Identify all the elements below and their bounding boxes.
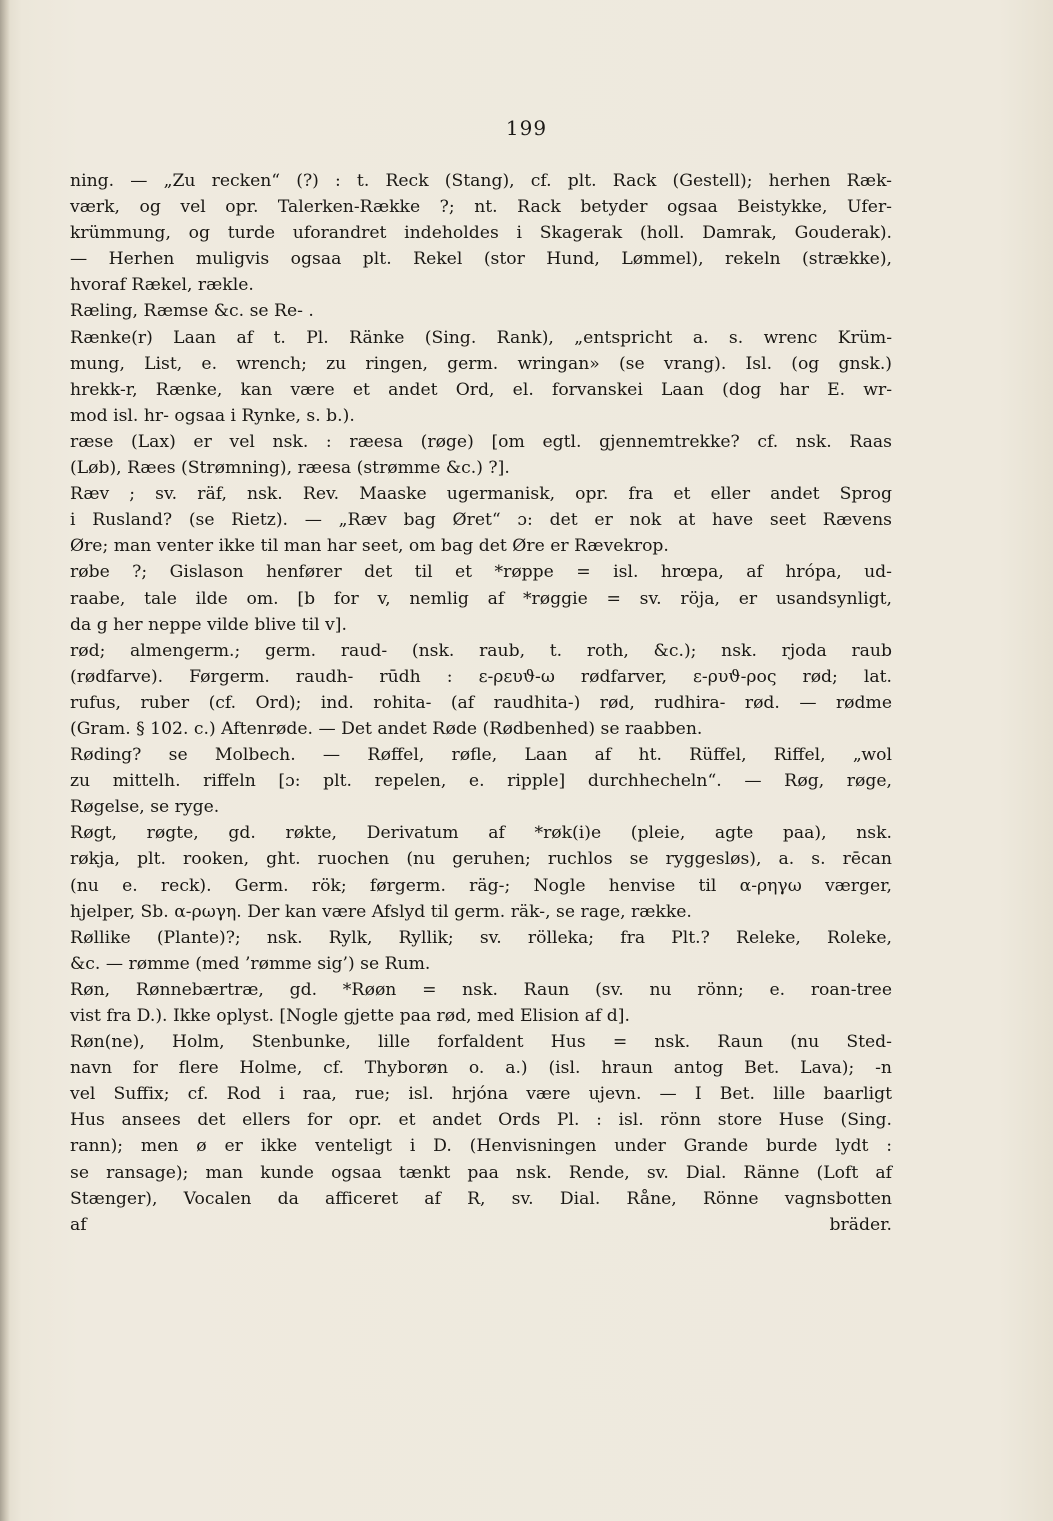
text-line: mung, List, e. wrench; zu ringen, germ. wringan» (se vrang). Isl. (og gnsk.) [70, 353, 892, 374]
page-binding-shadow [0, 0, 10, 1521]
text-line: (Løb), Ræes (Strømning), ræesa (strømme &c.) ?]. [70, 458, 510, 479]
text-line: i Rusland? (se Rietz). — „Ræv bag Øret“ ɔ: det er nok at have seet Rævens [70, 510, 892, 531]
text-line: Røgt, røgte, gd. røkte, Derivatum af *røk(i)e (pleie, agte paa), nsk. [70, 823, 892, 844]
text-line: ning. — „Zu recken“ (?) : t. Reck (Stang), cf. plt. Rack (Gestell); herhen Ræk- [70, 171, 892, 191]
text-line: raabe, tale ilde om. [b for v, nemlig af *røggie = sv. röja, er usandsynligt, [70, 588, 892, 609]
text-line: se ransage); man kunde ogsaa tænkt paa nsk. Rende, sv. Dial. Ränne (Loft af [70, 1162, 892, 1183]
page-number: 199 [505, 116, 548, 140]
text-line: Øre; man venter ikke til man har seet, om bag det Øre er Rævekrop. [70, 536, 669, 557]
text-line: hvoraf Rækel, rækle. [70, 275, 254, 296]
text-line: mod isl. hr- ogsaa i Rynke, s. b.). [70, 405, 355, 426]
text-line: — Herhen muligvis ogsaa plt. Rekel (stor Hund, Lømmel), rekeln (strække), [70, 249, 892, 270]
text-line: værk, og vel opr. Talerken-Række ?; nt. Rack betyder ogsaa Beistykke, Ufer- [70, 197, 892, 218]
text-line: røbe ?; Gislason henfører det til et *røppe = isl. hrœpa, af hrópa, ud- [70, 562, 892, 583]
text-line: af bräder. [70, 1214, 892, 1235]
text-line: Rænke(r) Laan af t. Pl. Ränke (Sing. Rank), „entspricht a. s. wrenc Krüm- [70, 327, 892, 348]
text-line: ræse (Lax) er vel nsk. : ræesa (røge) [om egtl. gjennemtrekke? cf. nsk. Raas [70, 431, 892, 452]
text-line: Røllike (Plante)?; nsk. Rylk, Ryllik; sv. rölleka; fra Plt.? Releke, Roleke, [70, 927, 892, 948]
text-line: hjelper, Sb. α-ρωγη. Der kan være Afslyd til germ. räk-, se rage, række. [70, 901, 692, 922]
text-line: Ræv ; sv. räf, nsk. Rev. Maaske ugermanisk, opr. fra et eller andet Sprog [70, 484, 892, 505]
text-line: (Gram. § 102. c.) Aftenrøde. — Det andet Røde (Rødbenhed) se raabben. [70, 718, 703, 739]
text-line: &c. — rømme (med ’rømme sig’) se Rum. [70, 953, 431, 974]
text-line: Stænger), Vocalen da afficeret af R, sv. Dial. Råne, Rönne vagnsbotten [70, 1188, 892, 1209]
text-line: Røn, Rønnebærtræ, gd. *Røøn = nsk. Raun (sv. nu rönn; e. roan-tree [70, 979, 892, 1000]
text-line: da g her neppe vilde blive til v]. [70, 614, 347, 635]
text-line: rufus, ruber (cf. Ord); ind. rohita- (af raudhita-) rød, rudhira- rød. — rødme [70, 692, 892, 713]
text-line: vist fra D.). Ikke oplyst. [Nogle gjette paa rød, med Elision af d]. [70, 1006, 630, 1026]
text-line: (rødfarve). Førgerm. raudh- rūdh : ε-ρευϑ-ω rødfarver, ε-ρυϑ-ρος rød; lat. [70, 666, 892, 687]
text-line: røkja, plt. rooken, ght. ruochen (nu geruhen; ruchlos se ryggesløs), a. s. rēcan [70, 849, 892, 870]
text-line: Hus ansees det ellers for opr. et andet Ords Pl. : isl. rönn store Huse (Sing. [70, 1110, 892, 1131]
text-line: zu mittelh. riffeln [ɔ: plt. repelen, e. ripple] durchhecheln“. — Røg, røge, [70, 771, 892, 792]
text-line: Røding? se Molbech. — Røffel, røfle, Laan af ht. Rüffel, Riffel, „wol [70, 745, 892, 766]
text-line: navn for flere Holme, cf. Thyborøn o. a.) (isl. hraun antog Bet. Lava); -n [70, 1058, 892, 1079]
text-line: rann); men ø er ikke venteligt i D. (Henvisningen under Grande burde lydt : [70, 1136, 892, 1157]
dictionary-text [70, 168, 892, 1238]
text-line: Røn(ne), Holm, Stenbunke, lille forfaldent Hus = nsk. Raun (nu Sted- [70, 1032, 892, 1053]
text-line: (nu e. reck). Germ. rök; førgerm. räg-; Nogle henvise til α-ρηγω værger, [70, 875, 892, 896]
text-line: krümmung, og turde uforandret indeholdes i Skagerak (holl. Damrak, Gouderak). [70, 223, 892, 244]
text-line: Ræling, Ræmse &c. se Re- . [70, 301, 314, 322]
text-line: hrekk-r, Rænke, kan være et andet Ord, el. forvanskei Laan (dog har E. wr- [70, 379, 892, 400]
text-line: rød; almengerm.; germ. raud- (nsk. raub, t. roth, &c.); nsk. rjoda raub [70, 640, 892, 661]
text-line: vel Suffix; cf. Rod i raa, rue; isl. hrjóna være ujevn. — I Bet. lille baarligt [70, 1084, 892, 1105]
text-line: Røgelse, se ryge. [70, 797, 220, 818]
